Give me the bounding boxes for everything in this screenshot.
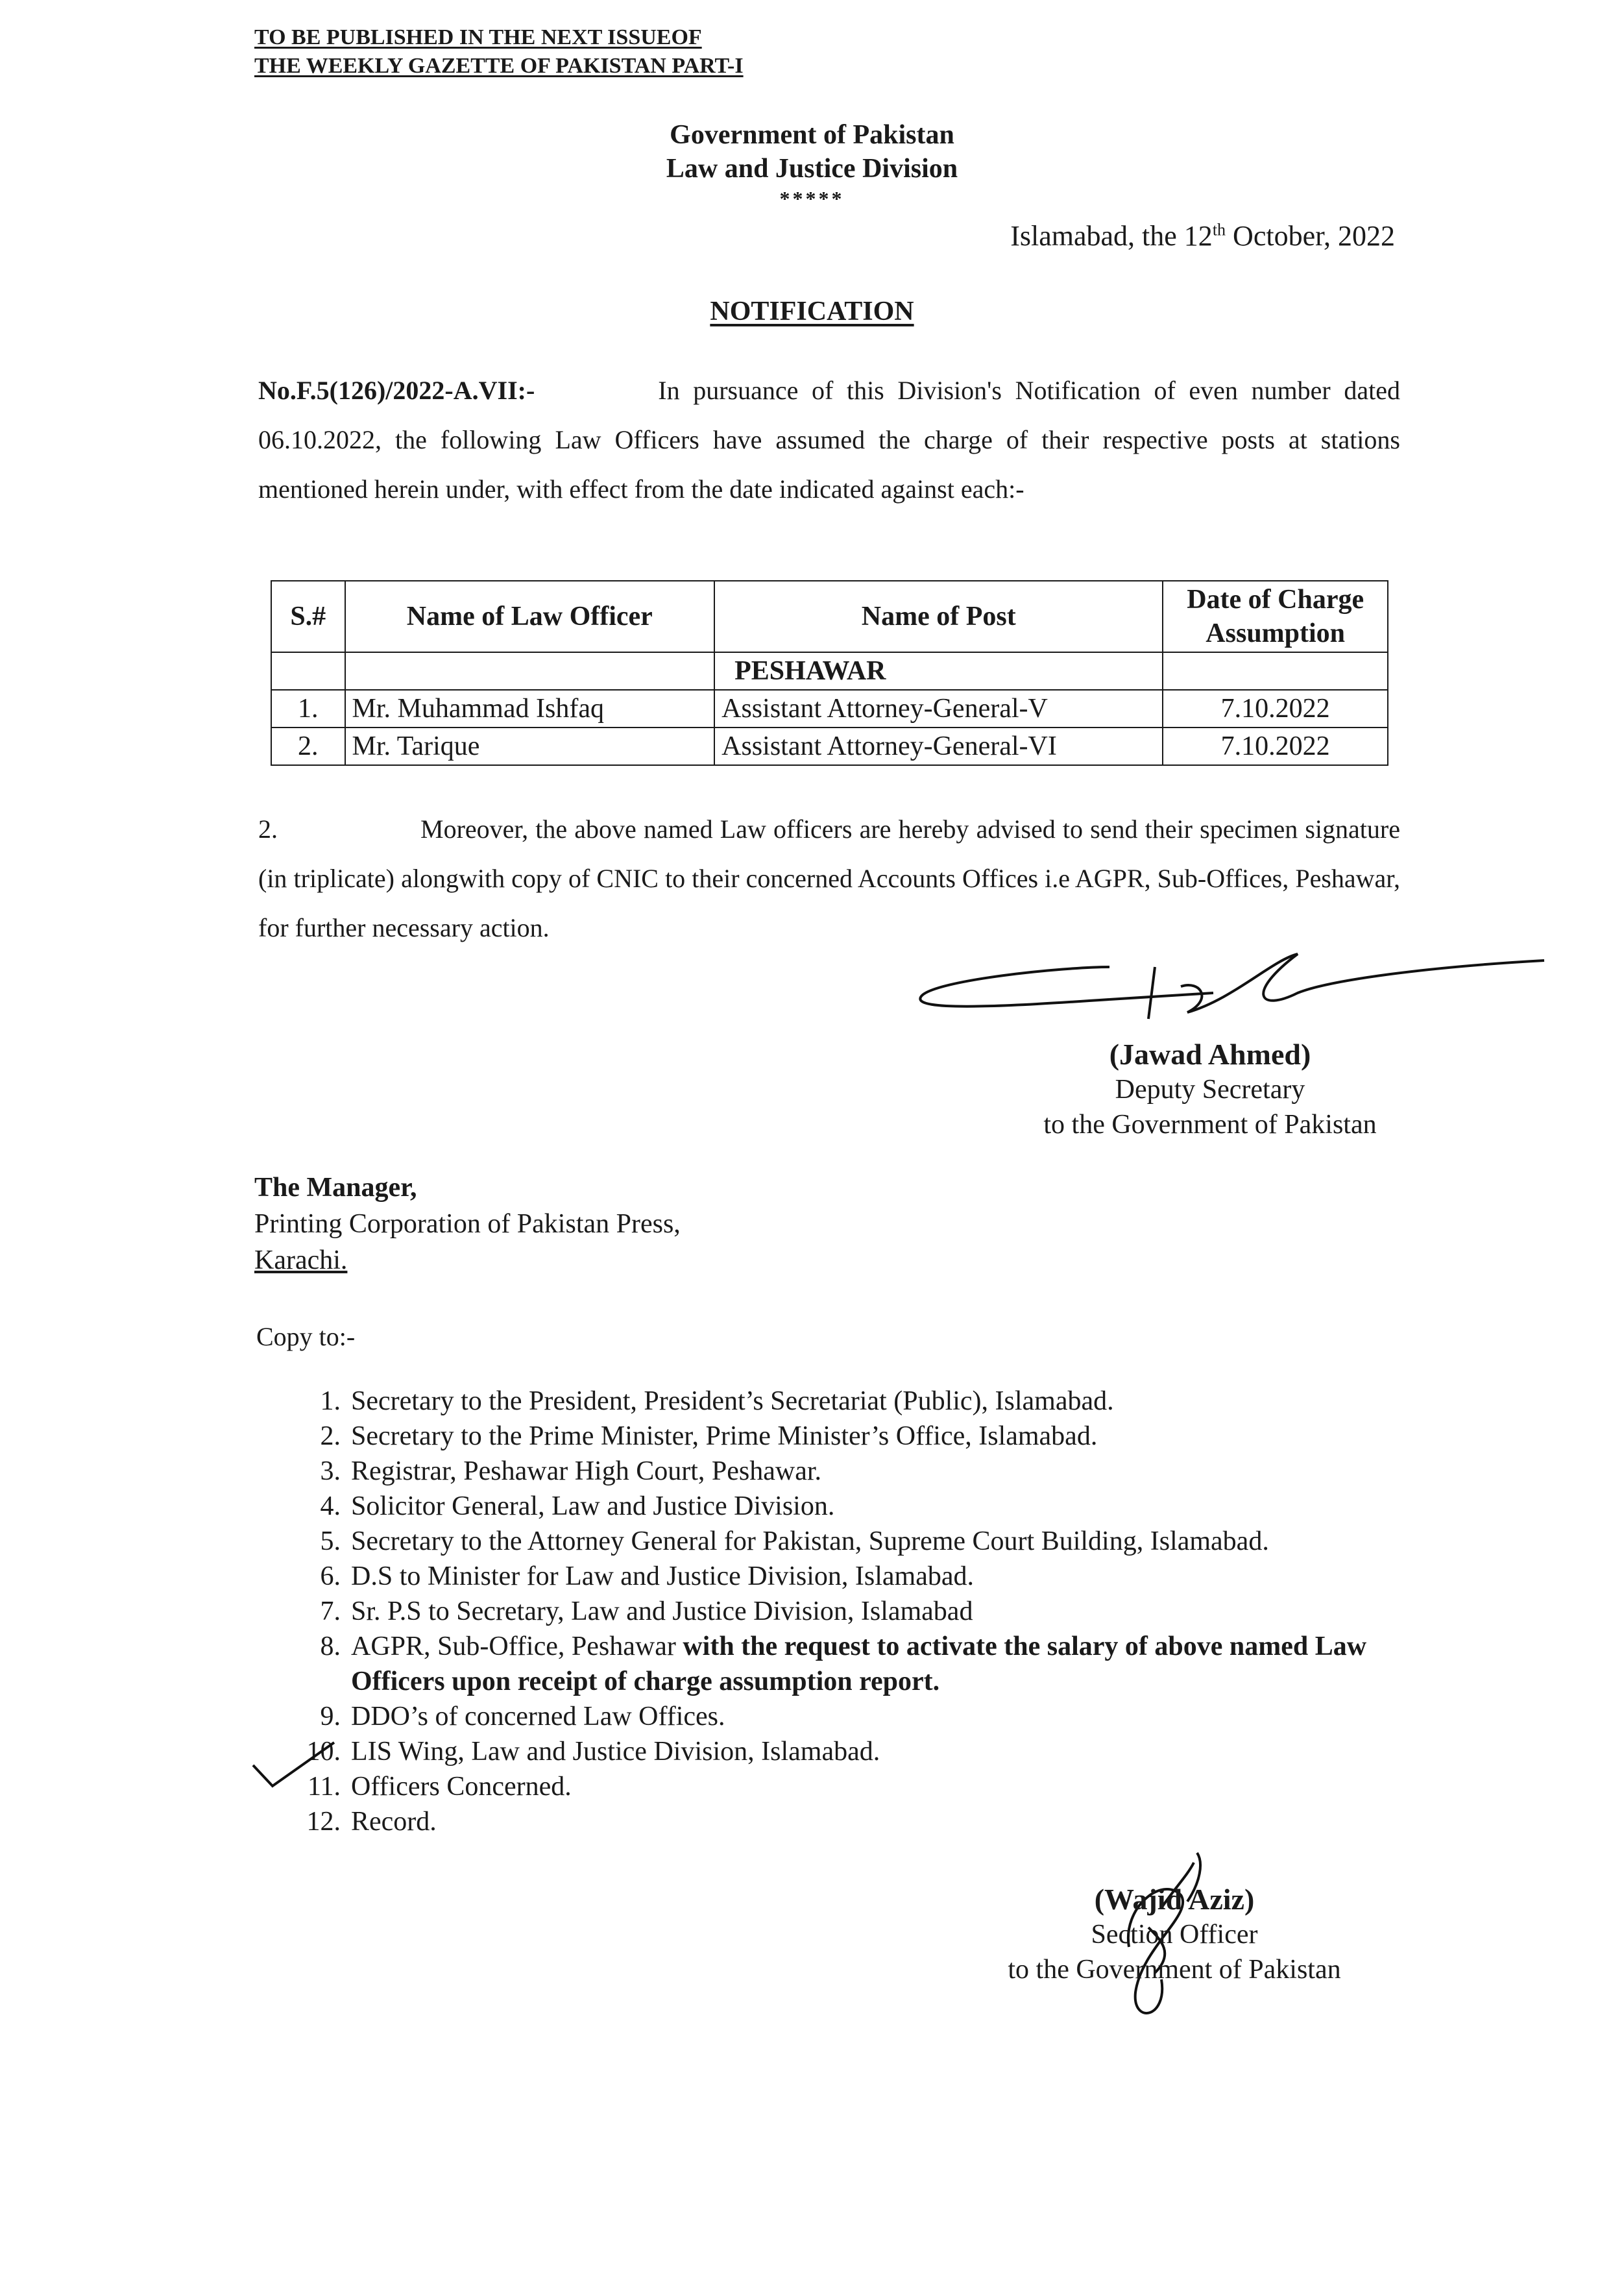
addressee-line2: Printing Corporation of Pakistan Press, xyxy=(254,1209,681,1239)
signatory-1-org: to the Government of Pakistan xyxy=(1043,1110,1377,1140)
addressee-line1: The Manager, xyxy=(254,1173,417,1203)
signatory-1-designation: Deputy Secretary xyxy=(1115,1075,1305,1105)
col-sno: S.# xyxy=(271,581,345,652)
file-number: No.F.5(126)/2022-A.VII:- xyxy=(258,376,535,405)
copy-to-label: Copy to:- xyxy=(256,1322,356,1351)
list-item: 4. Solicitor General, Law and Justice Division. xyxy=(320,1491,835,1521)
table-row: 2. Mr. Tarique Assistant Attorney-General-VI 7.10.2022 xyxy=(271,728,1388,765)
addressee xyxy=(254,1169,681,1278)
header-separator: ***** xyxy=(779,187,845,210)
list-item: 3. Registrar, Peshawar High Court, Peshawar. xyxy=(320,1456,822,1486)
list-item: 9. DDO’s of concerned Law Offices. xyxy=(320,1702,725,1731)
tick-mark-icon xyxy=(250,1739,341,1791)
table-header-row xyxy=(271,581,1388,652)
signatory-1-name: (Jawad Ahmed) xyxy=(1109,1038,1311,1071)
header-government: Government of Pakistan xyxy=(670,120,954,150)
signatory-2 xyxy=(960,1882,1388,1987)
signatory-2-designation: Section Officer xyxy=(1091,1920,1258,1950)
publication-note xyxy=(254,23,744,80)
col-name: Name of Law Officer xyxy=(345,581,715,652)
page-title: NOTIFICATION xyxy=(710,297,914,326)
signatory-2-org: to the Government of Pakistan xyxy=(1008,1955,1341,1985)
list-item: 12. Record. xyxy=(306,1807,437,1837)
intro-paragraph xyxy=(258,366,1400,514)
notification-date: Islamabad, the 12th October, 2022 xyxy=(1010,220,1395,252)
list-item: 8. AGPR, Sub-Office, Peshawar with the request to activate the salary of above named Law Officers upon receipt of charge assumption report. xyxy=(320,1632,1367,1696)
intro-text: In pursuance of this Division's Notification of even number dated 06.10.2022, the following Law Officers have assumed the charge of their respective posts at stations mentioned herein under, with effect from the date indicated against each:- xyxy=(258,376,1400,504)
addressee-line3: Karachi. xyxy=(254,1245,348,1275)
list-item: 2. Secretary to the Prime Minister, Prime Minister’s Office, Islamabad. xyxy=(320,1421,1098,1451)
paragraph-2-text: Moreover, the above named Law officers are hereby advised to send their specimen signature (in triplicate) alongwith copy of CNIC to their concerned Accounts Offices i.e AGPR, Sub-Offices, Peshawar, for further necessary action. xyxy=(258,814,1400,942)
list-item: 7. Sr. P.S to Secretary, Law and Justice Division, Islamabad xyxy=(320,1596,973,1626)
list-item: 11. Officers Concerned. xyxy=(308,1772,572,1802)
table-section-row xyxy=(271,652,1388,690)
copy-list xyxy=(295,1384,1392,1839)
list-item: 10. LIS Wing, Law and Justice Division, Islamabad. xyxy=(306,1737,880,1767)
col-date: Date of Charge Assumption xyxy=(1163,581,1388,652)
section-peshawar: PESHAWAR xyxy=(714,652,1163,690)
publication-note-line1: TO BE PUBLISHED IN THE NEXT ISSUEOF xyxy=(254,25,702,49)
signatory-2-name: (Wajid Aziz) xyxy=(1094,1883,1255,1916)
list-item: 5. Secretary to the Attorney General for Pakistan, Supreme Court Building, Islamabad. xyxy=(320,1526,1269,1556)
table-row: 1. Mr. Muhammad Ishfaq Assistant Attorney-General-V 7.10.2022 xyxy=(271,690,1388,728)
signature-jawad-ahmed xyxy=(908,922,1557,1051)
list-item: 6. D.S to Minister for Law and Justice Division, Islamabad. xyxy=(320,1561,975,1591)
paragraph-2-number: 2. xyxy=(258,814,278,844)
header-division: Law and Justice Division xyxy=(666,154,958,184)
publication-note-line2: THE WEEKLY GAZETTE OF PAKISTAN PART-I xyxy=(254,54,744,78)
officers-table xyxy=(271,580,1388,766)
col-post: Name of Post xyxy=(714,581,1163,652)
list-item: 1. Secretary to the President, President’s Secretariat (Public), Islamabad. xyxy=(320,1386,1114,1416)
signatory-1 xyxy=(999,1037,1421,1142)
